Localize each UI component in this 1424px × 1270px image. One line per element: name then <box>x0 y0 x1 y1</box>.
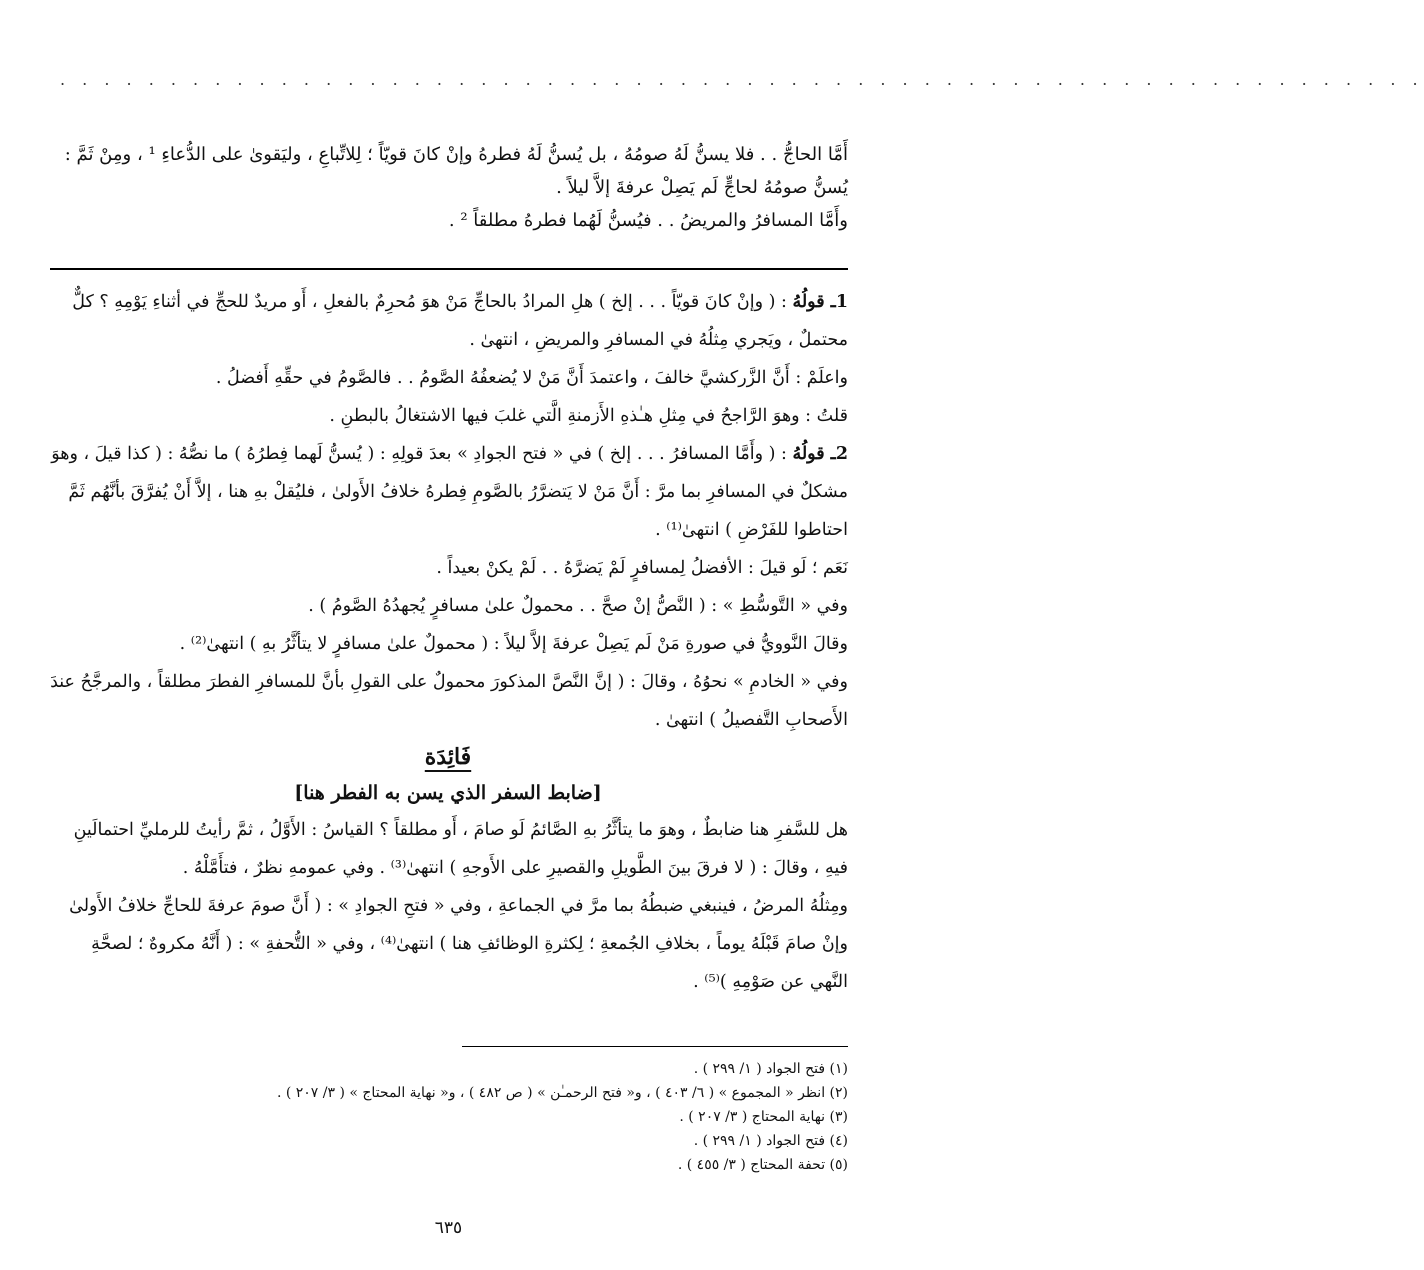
commentary-paragraph: وفي « الخادمِ » نحوُهُ ، وقالَ : ( إنَّ النَّصَّ المذكورَ محمولٌ على القولِ بأنَّ للمسافرِ الفطرَ مطلقاً ، والمرجَّحُ عندَ الأَصحابِ التَّفصيلُ ) انتهىٰ . <box>50 672 848 730</box>
footnote: (١) فتح الجواد ( ١/ ٢٩٩ ) . <box>693 1061 848 1077</box>
footnote: (٤) فتح الجواد ( ١/ ٢٩٩ ) . <box>693 1133 848 1149</box>
commentary-label: 1ـ قولُهُ <box>792 292 848 312</box>
main-text-line: أَمَّا الحاجُّ . . فلا يسنُّ لَهُ صومُهُ ، بل يُسنُّ لَهُ فطرهُ وإنْ كانَ قويّاً ؛ لِلاتِّباعِ ، وليَقوىٰ على الدُّعاءِ ¹ ، ومِنْ ثَمَّ : <box>64 144 848 165</box>
commentary-block <box>48 283 848 1001</box>
commentary-paragraph: وقالَ النَّوويُّ في صورةِ مَنْ لَم يَصِلْ عرفةَ إلاَّ ليلاً : ( محمولٌ علىٰ مسافرٍ لا يتأثَّرُ بهِ ) انتهىٰ⁽²⁾ . <box>179 634 848 654</box>
footnotes-block <box>150 1057 848 1177</box>
commentary-paragraph: وفي « التَّوسُّطِ » : ( النَّصُّ إنْ صحَّ . . محمولٌ علىٰ مسافرٍ يُجهدُهُ الصَّومُ ) . <box>308 596 848 616</box>
footnote-divider-rule <box>462 1046 848 1047</box>
main-text-line: يُسنُّ صومُهُ لحاجٍّ لَم يَصِلْ عرفةَ إلاَّ ليلاً . <box>556 177 848 198</box>
main-text-line: وأَمَّا المسافرُ والمريضُ . . فيُسنُّ لَهُما فطرهُ مطلقاً ² . <box>448 210 848 231</box>
faida-heading: فَائِدَة <box>424 744 472 770</box>
commentary-paragraph: هل للسَّفرِ هنا ضابطٌ ، وهوَ ما يتأثَّرُ بهِ الصَّائمُ لَو صامَ ، أَو مطلقاً ؟ القياسُ : الأَوَّلُ ، ثمَّ رأيتُ للرمليِّ احتمالَينِ فيهِ ، وقالَ : ( لا فرقَ بينَ الطَّويلِ والقصيرِ على الأَوجهِ ) انتهىٰ⁽³⁾ . وفي عمومهِ نظرٌ ، فتأَمَّلْهُ . <box>73 820 848 878</box>
top-dotted-separator: . . . . . . . . . . . . . . . . . . . . . . . . . . . . . . . . . . . . . . . . . . . . . . . . . . . . . . . . . . . . . . <box>60 70 1424 89</box>
main-divider-rule <box>50 268 848 270</box>
footnote: (٢) انظر « المجموع » ( ٦/ ٤٠٣ ) ، و« فتح الرحمـٰن » ( ص ٤٨٢ ) ، و« نهاية المحتاج » ( ٣/ ٢٠٧ ) . <box>276 1085 848 1101</box>
commentary-label: 2ـ قولُهُ <box>792 444 848 464</box>
footnote: (٥) تحفة المحتاج ( ٣/ ٤٥٥ ) . <box>677 1157 848 1173</box>
main-text-block <box>48 138 848 237</box>
faida-subheading: [ضابط السفر الذي يسن به الفطر هنا] <box>294 782 602 804</box>
commentary-paragraph: ومِثلُهُ المرضُ ، فينبغي ضبطُهُ بما مرَّ في الجماعةِ ، وفي « فتحِ الجوادِ » : ( أَنَّ صومَ عرفةَ للحاجِّ خلافُ الأَولىٰ وإنْ صامَ قَبْلَهُ يوماً ، بخلافِ الجُمعةِ ؛ لِكثرةِ الوظائفِ هنا ) انتهىٰ⁽⁴⁾ ، وفي « التُّحفةِ » : ( أَنَّهُ مكروهٌ ؛ لصحَّةِ النَّهي عن صَوْمِهِ )⁽⁵⁾ . <box>69 896 848 992</box>
page-number: ٦٣٥ <box>434 1218 463 1238</box>
footnote: (٣) نهاية المحتاج ( ٣/ ٢٠٧ ) . <box>679 1109 848 1125</box>
commentary-paragraph: نَعَم ؛ لَو قيلَ : الأفضلُ لِمسافرٍ لَمْ يَضرَّهُ . . لَمْ يكنْ بعيداً . <box>436 558 848 578</box>
commentary-paragraph <box>48 435 848 549</box>
commentary-text: : ( وإنْ كانَ قويّاً . . . إلخ ) هلِ المرادُ بالحاجِّ مَنْ هوَ مُحرِمٌ بالفعلِ ، أَو مريدٌ للحجِّ في أثناءِ يَوْمِهِ ؟ كلٌّ محتملٌ ، ويَجري مِثلُهُ في المسافرِ والمريضِ ، انتهىٰ . <box>72 292 848 350</box>
commentary-paragraph: واعلَمْ : أَنَّ الزَّركشيَّ خالفَ ، واعتمدَ أَنَّ مَنْ لا يُضعفُهُ الصَّومُ . . فالصَّومُ في حقِّهِ أَفضلُ . <box>215 368 848 388</box>
commentary-text: : ( وأَمَّا المسافرُ . . . إلخ ) في « فتح الجوادِ » بعدَ قولِهِ : ( يُسنُّ لَهما فِطرُهُ ) ما نصُّهُ : ( كذا قيلَ ، وهوَ مشكلٌ في المسافرِ بما مرَّ : أَنَّ مَنْ لا يَتضرَّرُ بالصَّومِ فِطرهُ خلافُ الأَولىٰ ، فليُقلْ بهِ هنا ، إلاَّ أَنْ يُفرَّقَ بأنَّهُم ثَمَّ احتاطوا للفَرْضِ ) انتهىٰ⁽¹⁾ . <box>51 444 848 540</box>
commentary-paragraph <box>48 283 848 359</box>
commentary-paragraph: قلتُ : وهوَ الرَّاجحُ في مِثلِ هـٰذهِ الأَزمنةِ الَّتي غلبَ فيها الاشتغالُ بالبطنِ . <box>329 406 848 426</box>
